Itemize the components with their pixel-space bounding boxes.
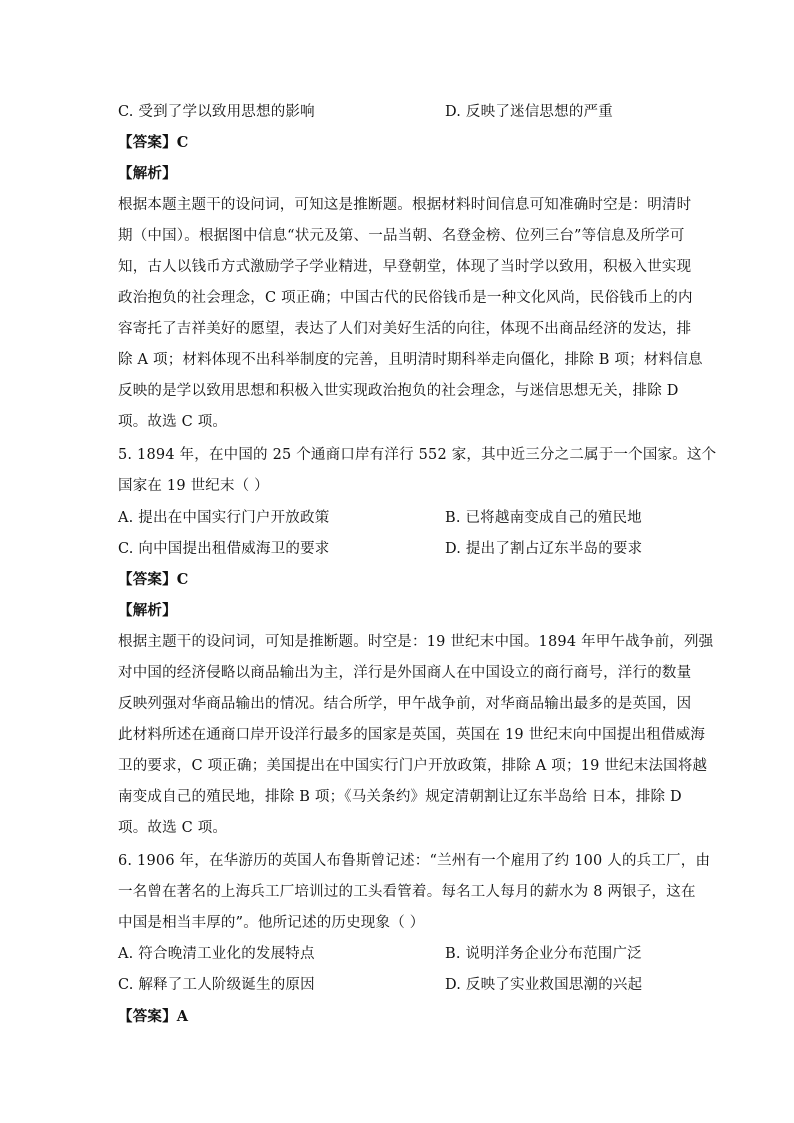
q5-analysis-line: 项。故选 C 项。 xyxy=(118,820,228,836)
q4-analysis-label: 【解析】 xyxy=(118,165,177,182)
q4-analysis-line: 期（中国）。根据图中信息“状元及第、一品当朝、名登金榜、位列三台”等信息及所学可 xyxy=(118,228,685,244)
q5-analysis-line: 卫的要求，C 项正确；美国提出在中国实行门户开放政策，排除 A 项；19 世纪末法国将越 xyxy=(118,758,708,774)
q6-option-d: D. 反映了实业救国思潮的兴起 xyxy=(445,977,643,993)
q6-option-b: B. 说明洋务企业分布范围广泛 xyxy=(445,946,642,962)
q4-analysis-line: 反映的是学以致用思想和积极入世实现政治抱负的社会理念，与迷信思想无关，排除 D xyxy=(118,383,679,399)
q5-analysis-line: 反映列强对华商品输出的情况。结合所学，甲午战争前，对华商品输出最多的是英国，因 xyxy=(118,696,692,712)
q5-analysis-line: 南变成自己的殖民地，排除 B 项；《马关条约》规定清朝割让辽东半岛给 日本，排除 D xyxy=(118,789,682,805)
q4-option-d: D. 反映了迷信思想的严重 xyxy=(445,104,613,120)
q5-analysis-label: 【解析】 xyxy=(118,602,177,619)
q5-stem-line: 5. 1894 年，在中国的 25 个通商口岸有洋行 552 家，其中近三分之二属于一个国家。这个 xyxy=(118,447,717,463)
q4-analysis-line: 根据本题主题干的设问词，可知这是推断题。根据材料时间信息可知准确时空是：明清时 xyxy=(118,197,692,213)
q5-option-a: A. 提出在中国实行门户开放政策 xyxy=(118,510,330,526)
q5-answer: 【答案】C xyxy=(118,571,189,588)
q6-option-c: C. 解释了工人阶级诞生的原因 xyxy=(118,977,315,993)
q5-stem-line: 国家在 19 世纪末（ ） xyxy=(118,478,269,494)
q6-stem-line: 6. 1906 年，在华游历的英国人布鲁斯曾记述：“兰州有一个雇用了约 100 人的兵工厂，由 xyxy=(118,853,711,869)
q5-option-b: B. 已将越南变成自己的殖民地 xyxy=(445,510,642,526)
q6-stem-line: 一名曾在著名的上海兵工厂培训过的工头看管着。每名工人每月的薪水为 8 两银子，这在 xyxy=(118,884,696,900)
q6-option-a: A. 符合晚清工业化的发展特点 xyxy=(118,946,315,962)
q4-option-c: C. 受到了学以致用思想的影响 xyxy=(118,104,315,120)
q5-option-d: D. 提出了割占辽东半岛的要求 xyxy=(445,541,643,557)
q5-analysis-line: 此材料所述在通商口岸开设洋行最多的国家是英国，英国在 19 世纪末向中国提出租借威海 xyxy=(118,727,706,743)
q5-option-c: C. 向中国提出租借威海卫的要求 xyxy=(118,541,330,557)
q6-stem-line: 中国是相当丰厚的”。他所记述的历史现象（ ） xyxy=(118,915,425,931)
q4-answer: 【答案】C xyxy=(118,134,189,151)
q5-analysis-line: 对中国的经济侵略以商品输出为主，洋行是外国商人在中国设立的商行商号，洋行的数量 xyxy=(118,665,692,681)
q4-analysis-line: 除 A 项；材料体现不出科举制度的完善，且明清时期科举走向僵化，排除 B 项；材料信息 xyxy=(118,352,703,368)
q6-answer: 【答案】A xyxy=(118,1008,189,1025)
q4-analysis-line: 容寄托了吉祥美好的愿望，表达了人们对美好生活的向往，体现不出商品经济的发达，排 xyxy=(118,321,692,337)
q4-analysis-line: 项。故选 C 项。 xyxy=(118,414,228,430)
q5-analysis-line: 根据主题干的设问词，可知是推断题。时空是：19 世纪末中国。1894 年甲午战争前，列强 xyxy=(118,634,714,650)
q4-analysis-line: 知，古人以钱币方式激励学子学业精进，早登朝堂，体现了当时学以致用，积极入世实现 xyxy=(118,259,692,275)
q4-analysis-line: 政治抱负的社会理念，C 项正确；中国古代的民俗钱币是一种文化风尚，民俗钱币上的内 xyxy=(118,290,693,306)
